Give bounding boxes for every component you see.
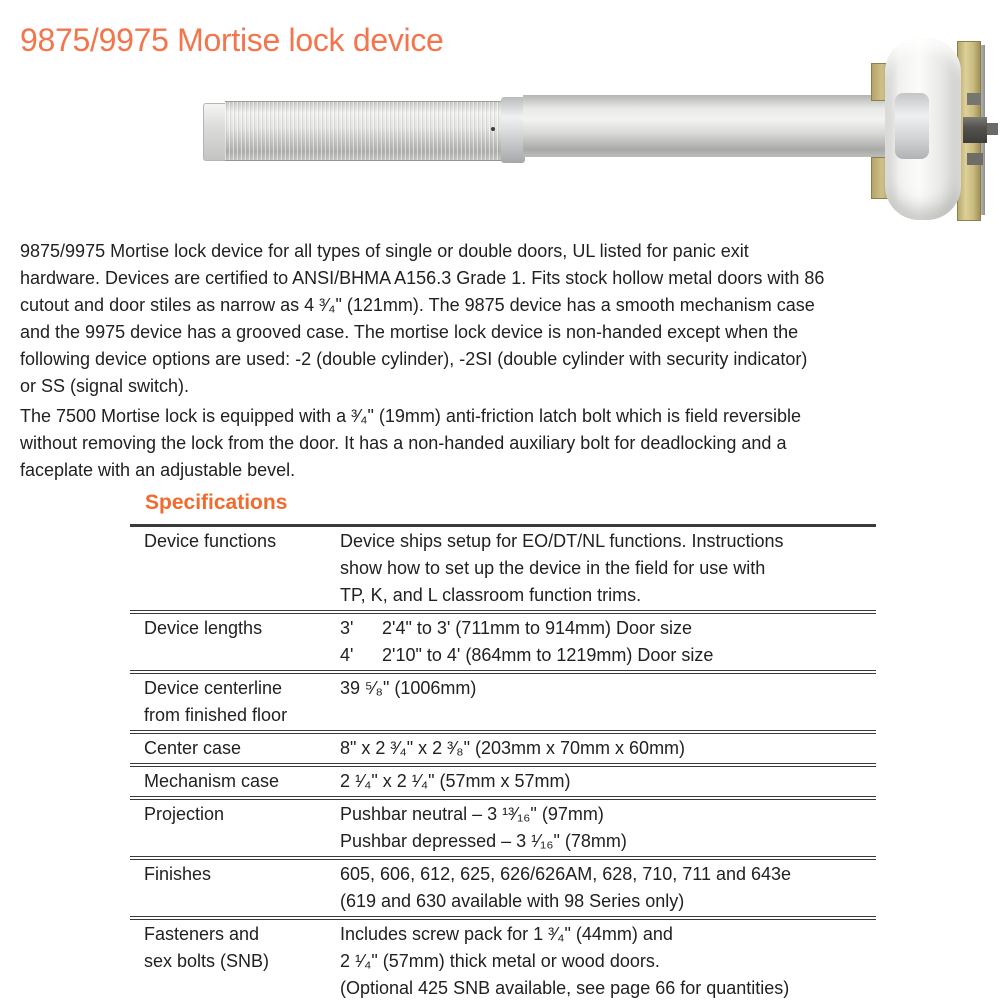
spec-row-mechanism-case [130, 767, 876, 800]
spec-label: Center case [144, 738, 242, 758]
spec-row-fasteners [130, 920, 876, 1000]
product-image-exit-device [195, 35, 1000, 225]
spec-row-device-functions [130, 527, 876, 614]
spec-value: Device ships setup for EO/DT/NL functions. Instructions show how to set up the device in the field for use with TP, K, and L classroom function trims. [340, 531, 784, 605]
spec-value: 8" x 2 ³⁄₄" x 2 ³⁄₈" (203mm x 70mm x 60mm) [340, 738, 686, 758]
spec-row-device-centerline [130, 674, 876, 734]
spec-label: Device functions [144, 531, 277, 551]
latch-bolt-tip [987, 123, 998, 135]
specifications-table [130, 524, 876, 1000]
specifications-heading: Specifications [145, 491, 288, 514]
spec-row-center-case [130, 734, 876, 767]
page-title: 9875/9975 Mortise lock device [20, 22, 444, 58]
case-collar [895, 93, 929, 159]
spec-label: Device lengths [144, 618, 263, 638]
rail-collar [501, 97, 525, 163]
spec-label: Projection [144, 804, 225, 824]
latch-bolt [963, 117, 987, 143]
spec-row-projection [130, 800, 876, 860]
spec-value: 39 ⁵⁄₈" (1006mm) [340, 678, 477, 698]
auxiliary-bolt [967, 93, 981, 105]
pushbar-rail [225, 101, 503, 161]
spec-value: Includes screw pack for 1 ³⁄₄" (44mm) and 2 ¹⁄₄" (57mm) thick metal or wood doors. (Optional 425 SNB available, see page 66 for quantities) [340, 924, 790, 998]
device-length-size: 3' [340, 618, 354, 638]
device-length-desc: 2'4" to 3' (711mm to 914mm) Door size [382, 618, 693, 638]
spec-label: Device centerline from finished floor [144, 678, 288, 725]
deadlock-bolt [967, 153, 983, 165]
device-length-size: 4' [340, 645, 354, 665]
spec-value: 605, 606, 612, 625, 626/626AM, 628, 710, 711 and 643e (619 and 630 available with 98 Series only) [340, 864, 792, 911]
screw-hole [491, 127, 495, 131]
spec-value: Pushbar neutral – 3 ¹³⁄₁₆" (97mm) Pushbar depressed – 3 ¹⁄₁₆" (78mm) [340, 804, 627, 851]
spec-label: Mechanism case [144, 771, 280, 791]
spec-label: Fasteners and sex bolts (SNB) [144, 924, 270, 971]
spec-row-device-lengths [130, 614, 876, 674]
device-tube [523, 95, 907, 157]
intro-paragraph-2: The 7500 Mortise lock is equipped with a ³⁄₄" (19mm) anti-friction latch bolt which is field reversible without removing the lock from the door. It has a non-handed auxiliary bolt for deadlocking and a faceplate with an adjustable bevel. [20, 406, 802, 480]
device-length-desc: 2'10" to 4' (864mm to 1219mm) Door size [382, 645, 714, 665]
spec-row-finishes [130, 860, 876, 920]
spec-value: 2 ¹⁄₄" x 2 ¹⁄₄" (57mm x 57mm) [340, 771, 571, 791]
spec-value [340, 615, 876, 669]
spec-label: Finishes [144, 864, 212, 884]
intro-paragraph-1: 9875/9975 Mortise lock device for all types of single or double doors, UL listed for panic exit hardware. Devices are certified to ANSI/BHMA A156.3 Grade 1. Fits stock hollow metal doors with 86 cutout and door stiles as narrow as 4 ³⁄₄" (121mm). The 9875 device has a smooth mechanism case and the 9975 device has a grooved case. The mortise lock device is non-handed except when the following device options are used: -2 (double cylinder), -2SI (double cylinder with security indicator) or SS (signal switch). [20, 241, 825, 396]
